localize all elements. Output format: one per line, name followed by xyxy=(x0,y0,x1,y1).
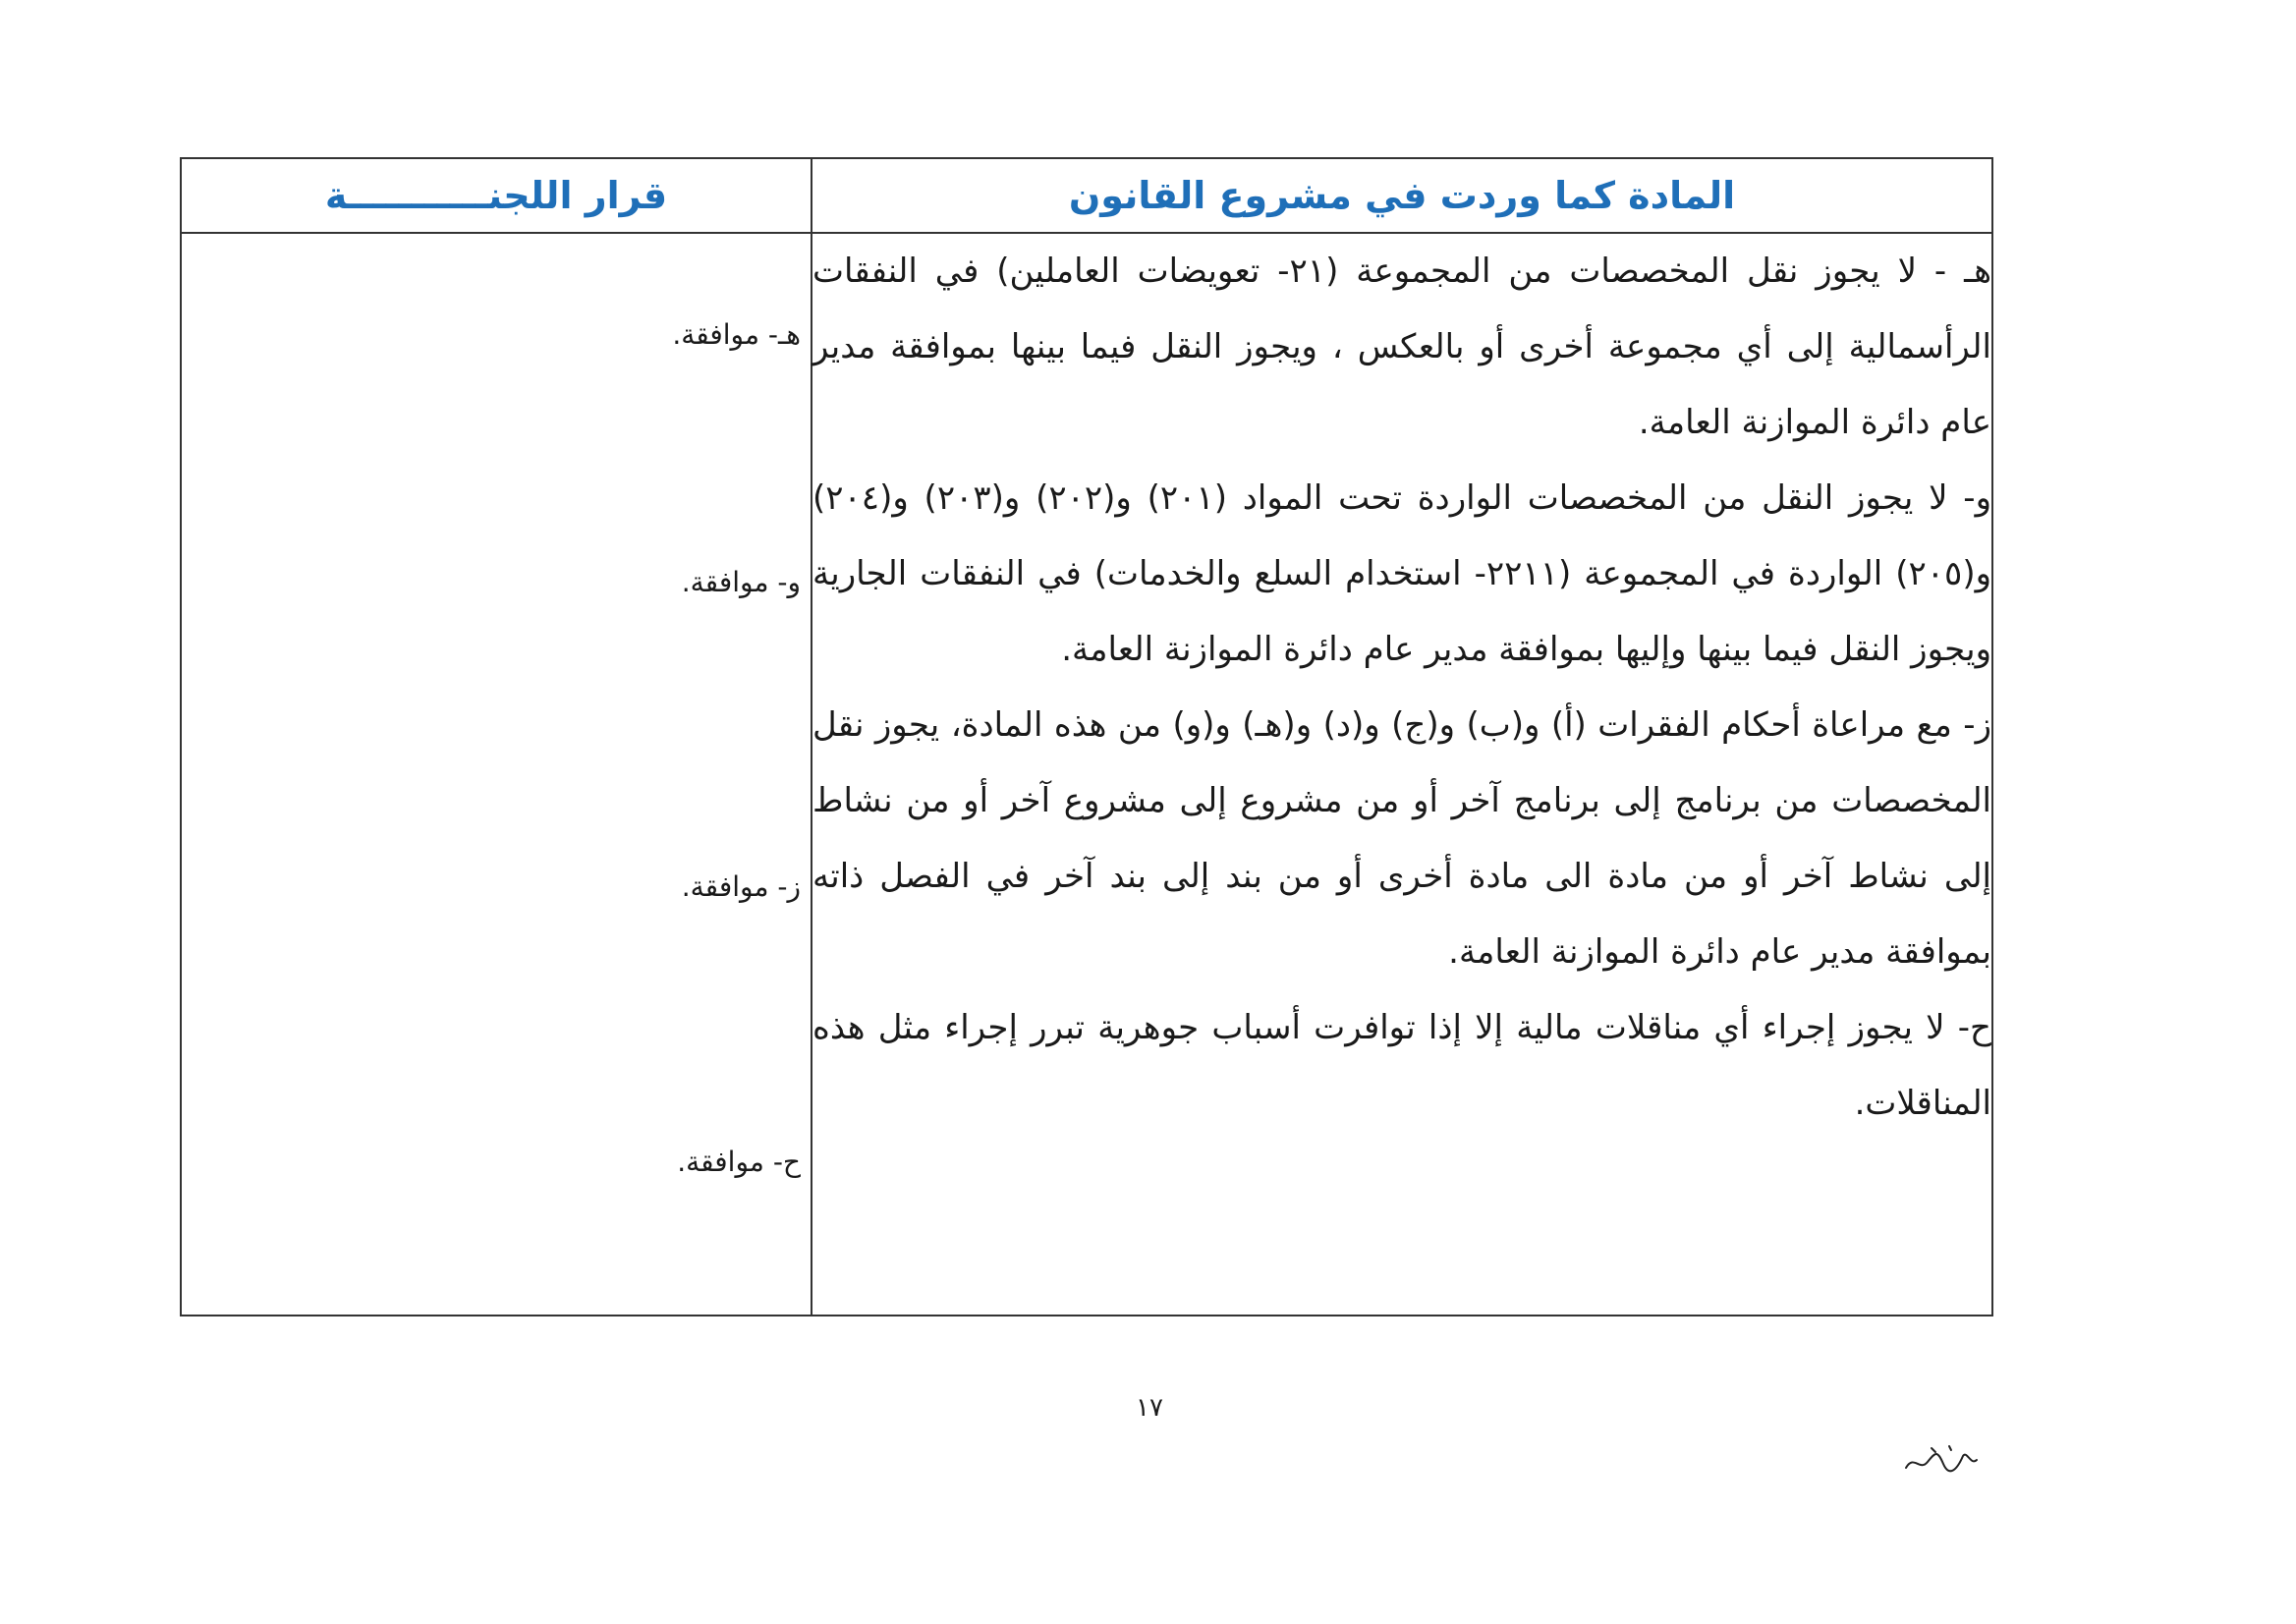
decision-h: هـ- موافقة. xyxy=(672,318,801,351)
paragraph-ha: ح- لا يجوز إجراء أي مناقلات مالية إلا إذا توافرت أسباب جوهرية تبرر إجراء مثل هذه المناقلات. xyxy=(812,1008,1991,1123)
paragraph-z: ز- مع مراعاة أحكام الفقرات (أ) و(ب) و(ج) و(د) و(هـ) و(و) من هذه المادة، يجوز نقل المخصصات من برنامج إلى برنامج آخر أو من مشروع إلى مشروع آخر أو من نشاط إلى نشاط آخر أو من مادة الى مادة أخرى أو من بند إلى بند آخر في الفصل ذاته بموافقة مدير عام دائرة الموازنة العامة. xyxy=(812,705,1991,972)
table-header-row xyxy=(181,158,1992,233)
table-row xyxy=(181,233,1992,1316)
decision-w: و- موافقة. xyxy=(681,566,801,598)
paragraph-h: هـ - لا يجوز نقل المخصصات من المجموعة (٢١- تعويضات العاملين) في النفقات الرأسمالية إلى أي مجموعة أخرى أو بالعكس ، ويجوز النقل فيما بينها بموافقة مدير عام دائرة الموازنة العامة. xyxy=(812,252,1991,442)
decision-ha: ح- موافقة. xyxy=(677,1146,801,1178)
document-table xyxy=(180,157,1993,1316)
decision-cell xyxy=(181,233,812,1316)
paragraph-w: و- لا يجوز النقل من المخصصات الواردة تحت المواد (٢٠١) و(٢٠٢) و(٢٠٣) و(٢٠٤) و(٢٠٥) الواردة في المجموعة (٢٢١١- استخدام السلع والخدمات) في النفقات الجارية ويجوز النقل فيما بينها وإليها بموافقة مدير عام دائرة الموازنة العامة. xyxy=(812,478,1991,669)
handwritten-signature xyxy=(1902,1442,1981,1476)
article-cell xyxy=(812,233,1992,1316)
header-article: المادة كما وردت في مشروع القانون xyxy=(812,158,1992,233)
decision-z: ز- موافقة. xyxy=(681,870,801,903)
header-decision: قرار اللجنـــــــــــة xyxy=(181,158,812,233)
page-number: ١٧ xyxy=(1136,1393,1163,1423)
